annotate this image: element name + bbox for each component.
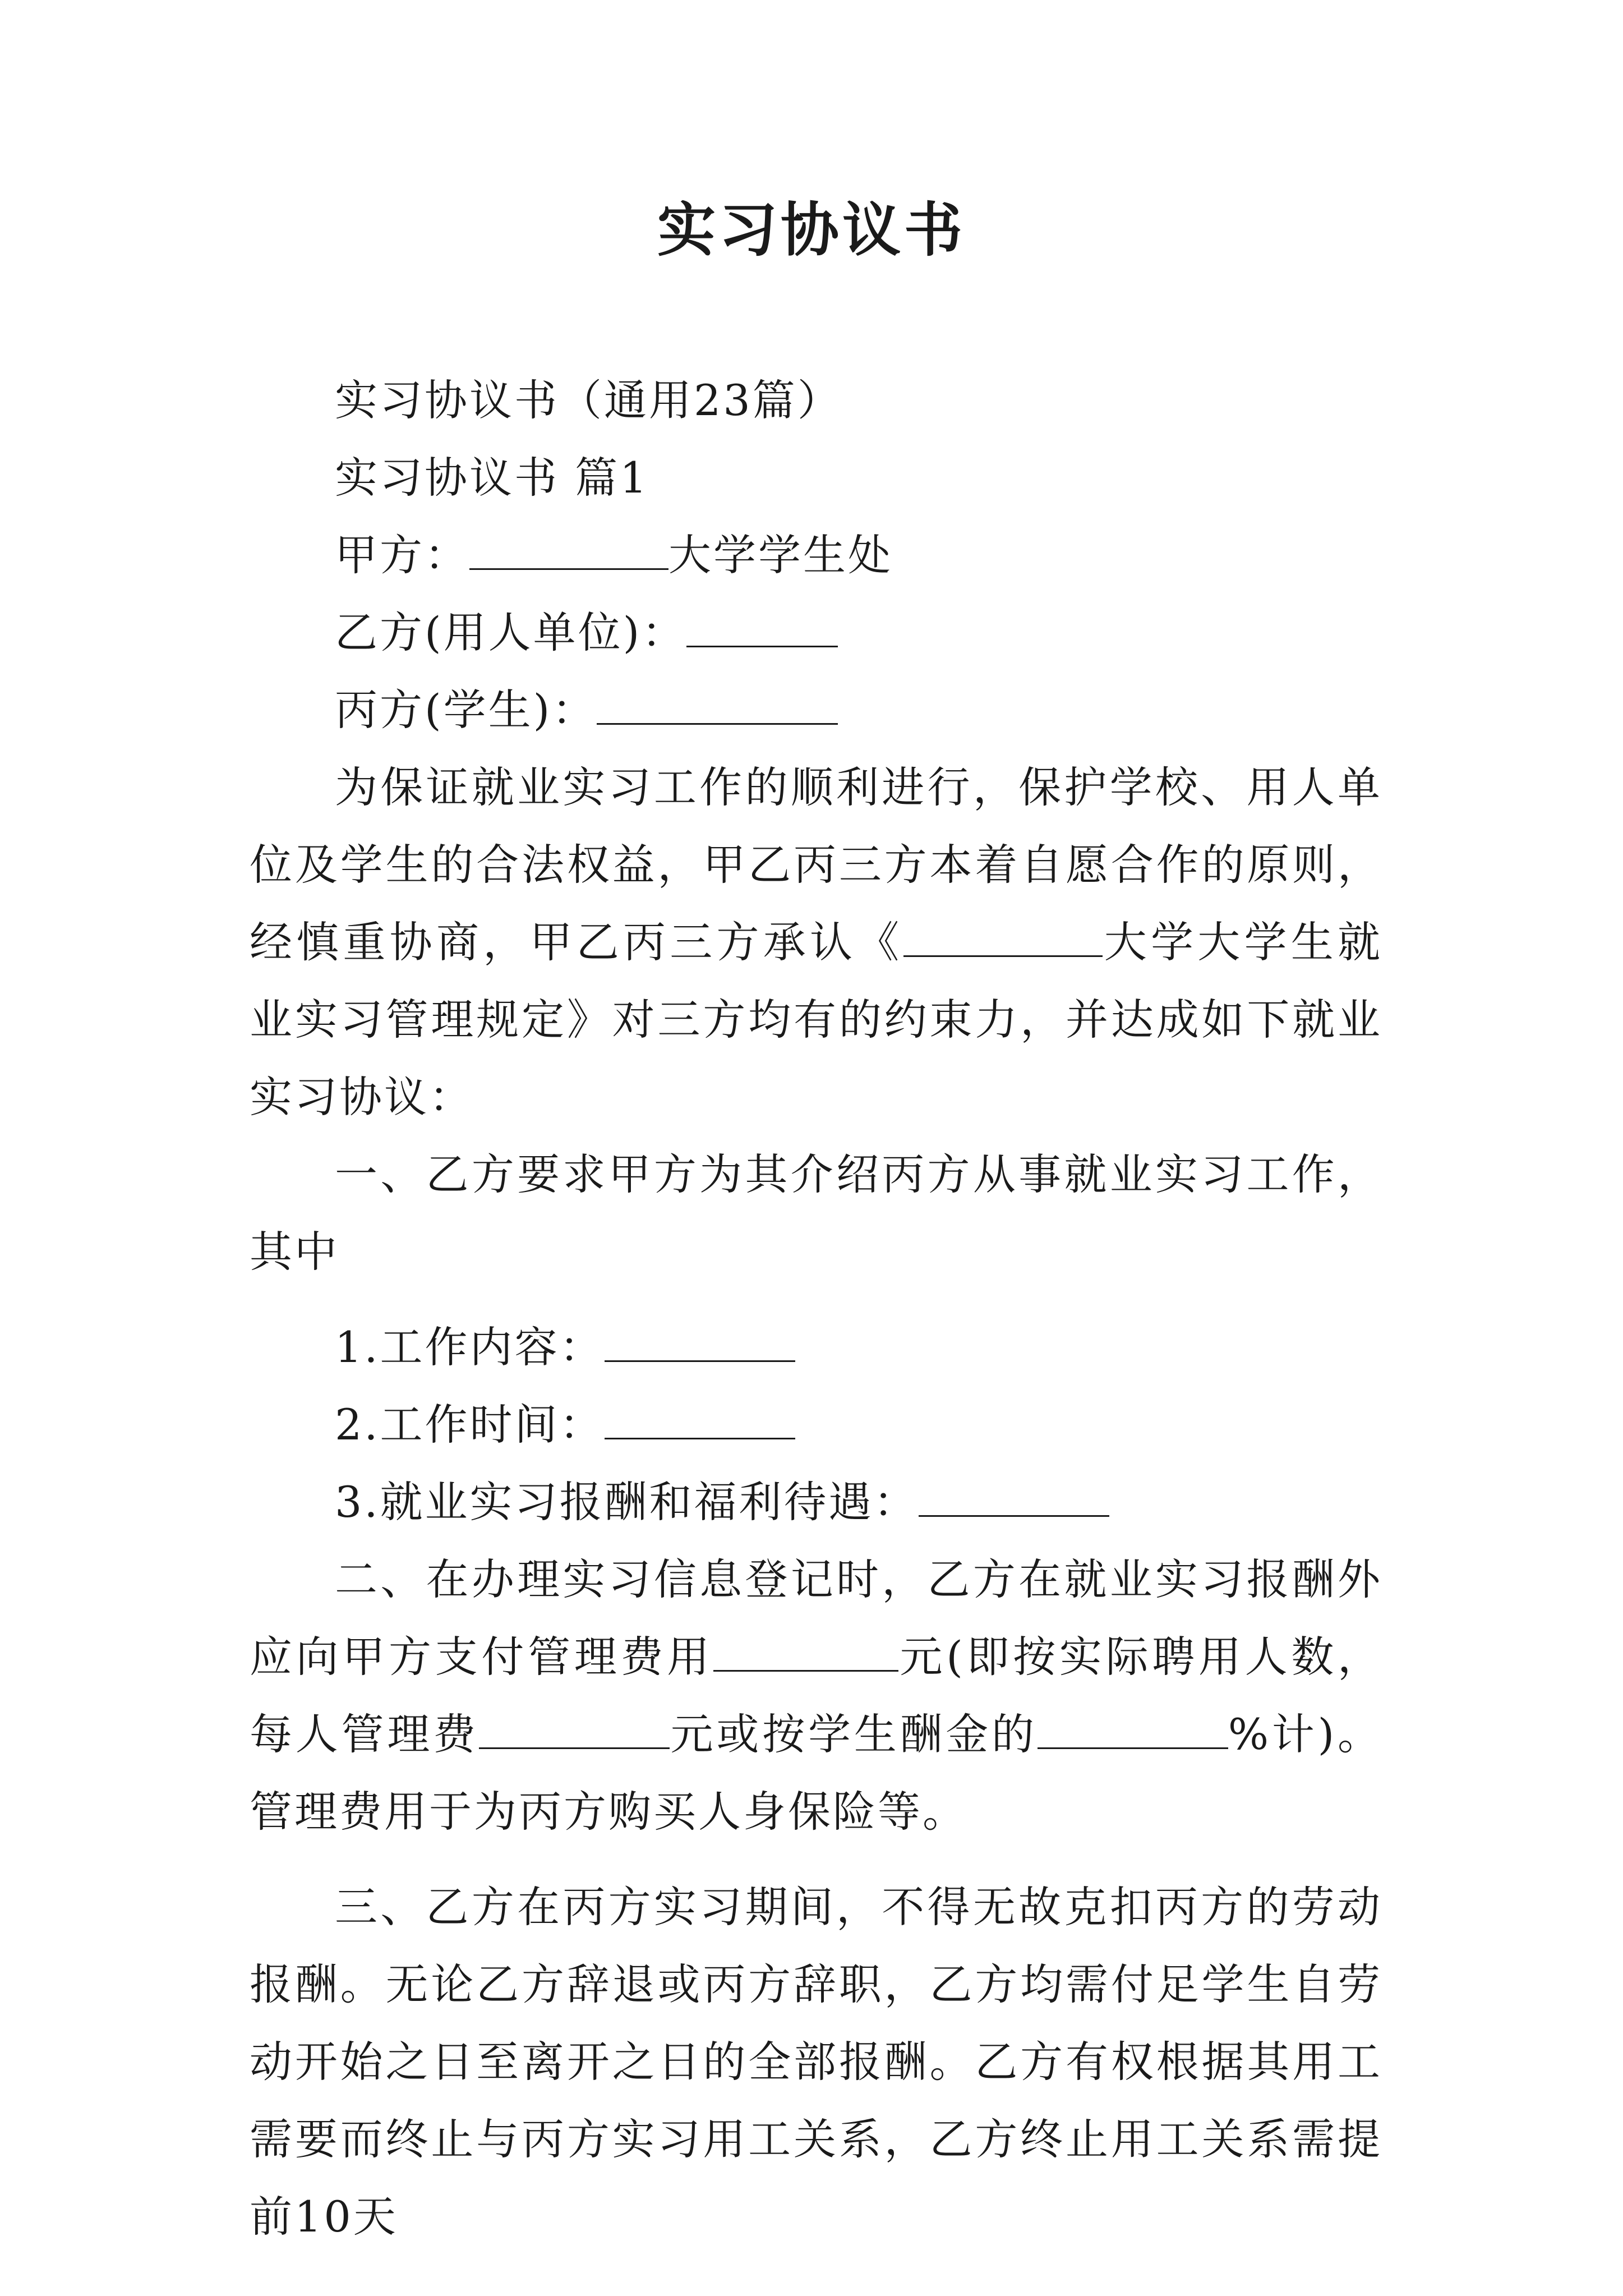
section-heading: 实习协议书 篇1 xyxy=(335,453,649,503)
party-b-blank xyxy=(686,609,838,647)
item3-blank xyxy=(919,1478,1109,1517)
document-title: 实习协议书 xyxy=(657,195,966,264)
clause-one: 一、乙方要求甲方为其介绍丙方从事就业实习工作，其中 xyxy=(250,1149,1382,1277)
item1-label: 1.工作内容： xyxy=(335,1322,605,1372)
percentage-blank xyxy=(1038,1710,1228,1749)
party-a-line xyxy=(250,517,1382,594)
clause2-part2: 元(即按实际聘用人数，每人管理费 xyxy=(250,1632,1383,1759)
party-a-blank xyxy=(469,531,668,570)
item2-label: 2.工作时间： xyxy=(335,1400,605,1450)
intro-text-part2: 大学大学生就业实习管理规定》对三方均有的约束力，并达成如下就业实习协议： xyxy=(250,917,1382,1122)
party-c-line xyxy=(250,671,1382,749)
party-c-blank xyxy=(597,686,838,725)
subtitle: 实习协议书（通用23篇） xyxy=(335,375,842,425)
management-fee-blank xyxy=(713,1633,898,1672)
document-body xyxy=(250,362,1382,2256)
clause2-part4: %计)。管理费用于为丙方购买人身保险等。 xyxy=(250,1709,1383,1837)
item-work-content xyxy=(250,1309,1382,1386)
clause-two xyxy=(250,1541,1382,1851)
item-compensation xyxy=(250,1464,1382,1541)
party-c-label: 丙方(学生)： xyxy=(335,685,597,735)
party-b-label: 乙方(用人单位)： xyxy=(335,608,687,657)
item2-blank xyxy=(605,1401,795,1439)
party-b-line xyxy=(250,594,1382,671)
party-a-label: 甲方： xyxy=(335,530,469,580)
intro-text-part1: 为保证就业实习工作的顺利进行，保护学校、用人单位及学生的合法权益，甲乙丙三方本着自愿合作的原则，经慎重协商，甲乙丙三方承认《 xyxy=(250,762,1382,967)
clause2-part1: 二、在办理实习信息登记时，乙方在就业实习报酬外应向甲方支付管理费用 xyxy=(250,1554,1382,1682)
university-blank xyxy=(903,918,1103,957)
clause-three: 三、乙方在丙方实习期间，不得无故克扣丙方的劳动报酬。无论乙方辞退或丙方辞职，乙方均需付足学生自劳动开始之日至离开之日的全部报酬。乙方有权根据其用工需要而终止与丙方实习用工关系，乙方终止用工关系需提前10天 xyxy=(250,1882,1382,2242)
per-person-fee-blank xyxy=(479,1710,670,1749)
item-work-time xyxy=(250,1386,1382,1464)
party-a-suffix: 大学学生处 xyxy=(668,530,893,580)
item3-label: 3.就业实习报酬和福利待遇： xyxy=(335,1477,919,1527)
intro-paragraph xyxy=(250,749,1382,1136)
clause2-part3: 元或按学生酬金的 xyxy=(669,1709,1038,1759)
item1-blank xyxy=(605,1323,795,1362)
